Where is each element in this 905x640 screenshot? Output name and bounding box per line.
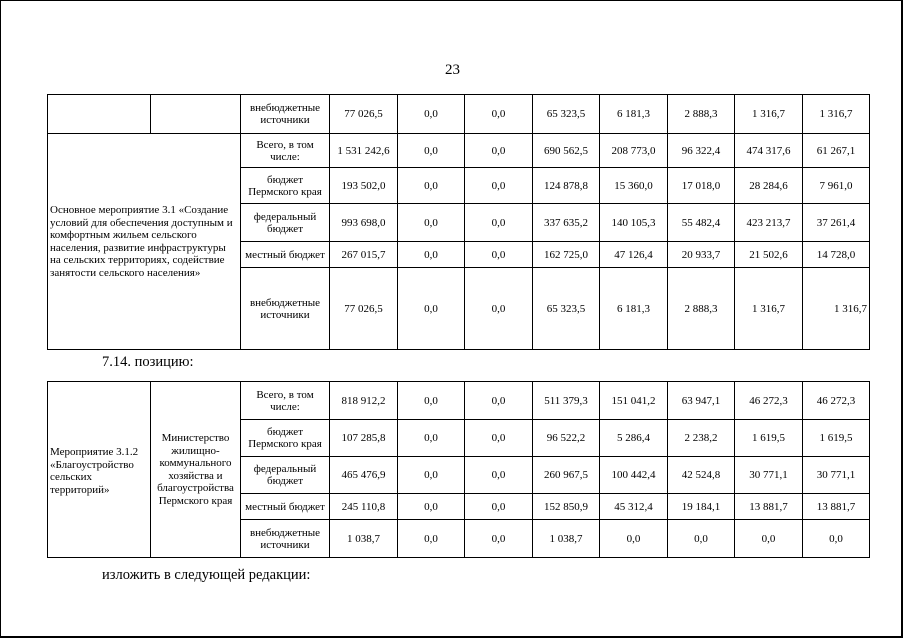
source-cell: местный бюджет — [241, 242, 330, 268]
paragraph-position: 7.14. позицию: — [102, 354, 194, 370]
value-cell: 337 635,2 — [533, 204, 600, 242]
value-cell: 0,0 — [465, 520, 533, 558]
value-cell: 0,0 — [465, 382, 533, 420]
value-cell: 0,0 — [668, 520, 735, 558]
responsible-org-cell: Министерство жилищно-коммунального хозяйства и благоустройства Пермского края — [151, 382, 241, 558]
value-cell: 1 316,7 — [735, 95, 803, 134]
value-cell: 0,0 — [398, 95, 465, 134]
value-cell: 0,0 — [600, 520, 668, 558]
value-cell: 818 912,2 — [330, 382, 398, 420]
value-cell: 77 026,5 — [330, 268, 398, 350]
value-cell: 14 728,0 — [803, 242, 870, 268]
source-cell: внебюджетные источники — [241, 95, 330, 134]
value-cell: 13 881,7 — [735, 494, 803, 520]
value-cell: 465 476,9 — [330, 457, 398, 494]
value-cell: 28 284,6 — [735, 168, 803, 204]
value-cell: 0,0 — [398, 134, 465, 168]
value-cell: 13 881,7 — [803, 494, 870, 520]
value-cell: 63 947,1 — [668, 382, 735, 420]
value-cell: 993 698,0 — [330, 204, 398, 242]
value-cell: 37 261,4 — [803, 204, 870, 242]
value-cell: 17 018,0 — [668, 168, 735, 204]
value-cell: 267 015,7 — [330, 242, 398, 268]
value-cell: 46 272,3 — [735, 382, 803, 420]
value-cell: 0,0 — [465, 168, 533, 204]
value-cell: 124 878,8 — [533, 168, 600, 204]
event-name-cell: Мероприятие 3.1.2 «Благоустройство сельских территорий» — [48, 382, 151, 558]
value-cell: 245 110,8 — [330, 494, 398, 520]
value-cell: 0,0 — [398, 382, 465, 420]
value-cell: 0,0 — [465, 204, 533, 242]
value-cell: 77 026,5 — [330, 95, 398, 134]
value-cell: 0,0 — [465, 134, 533, 168]
value-cell: 55 482,4 — [668, 204, 735, 242]
value-cell: 0,0 — [398, 494, 465, 520]
source-cell: федеральный бюджет — [241, 457, 330, 494]
source-cell: местный бюджет — [241, 494, 330, 520]
value-cell: 0,0 — [803, 520, 870, 558]
value-cell: 96 522,2 — [533, 420, 600, 457]
value-cell: 1 531 242,6 — [330, 134, 398, 168]
value-cell: 0,0 — [465, 494, 533, 520]
value-cell: 140 105,3 — [600, 204, 668, 242]
source-cell: бюджет Пермского края — [241, 420, 330, 457]
value-cell: 6 181,3 — [600, 95, 668, 134]
value-cell: 0,0 — [398, 420, 465, 457]
budget-table-event-3-1-2 — [47, 381, 870, 558]
value-cell: 46 272,3 — [803, 382, 870, 420]
value-cell: 0,0 — [465, 95, 533, 134]
value-cell: 65 323,5 — [533, 95, 600, 134]
table-row — [48, 95, 870, 134]
value-cell: 0,0 — [465, 420, 533, 457]
value-cell: 151 041,2 — [600, 382, 668, 420]
value-cell: 0,0 — [398, 268, 465, 350]
source-cell: Всего, в том числе: — [241, 134, 330, 168]
value-cell: 0,0 — [465, 457, 533, 494]
table-row — [48, 134, 870, 168]
value-cell: 690 562,5 — [533, 134, 600, 168]
source-cell: внебюджетные источники — [241, 268, 330, 350]
empty-cell — [151, 95, 241, 134]
value-cell: 1 038,7 — [330, 520, 398, 558]
value-cell: 0,0 — [398, 204, 465, 242]
value-cell: 1 316,7 — [735, 268, 803, 350]
value-cell: 0,0 — [735, 520, 803, 558]
source-cell: бюджет Пермского края — [241, 168, 330, 204]
source-cell: внебюджетные источники — [241, 520, 330, 558]
table-row — [48, 382, 870, 420]
value-cell: 0,0 — [398, 520, 465, 558]
value-cell: 208 773,0 — [600, 134, 668, 168]
value-cell: 2 888,3 — [668, 268, 735, 350]
value-cell: 15 360,0 — [600, 168, 668, 204]
empty-cell — [48, 95, 151, 134]
value-cell: 423 213,7 — [735, 204, 803, 242]
value-cell: 45 312,4 — [600, 494, 668, 520]
value-cell: 2 888,3 — [668, 95, 735, 134]
value-cell: 260 967,5 — [533, 457, 600, 494]
value-cell: 0,0 — [398, 168, 465, 204]
value-cell: 1 619,5 — [735, 420, 803, 457]
value-cell: 1 619,5 — [803, 420, 870, 457]
value-cell: 107 285,8 — [330, 420, 398, 457]
value-cell: 30 771,1 — [735, 457, 803, 494]
value-cell: 1 316,7 — [803, 268, 870, 350]
value-cell: 20 933,7 — [668, 242, 735, 268]
budget-table-main-event — [47, 133, 870, 350]
value-cell: 96 322,4 — [668, 134, 735, 168]
source-cell: федеральный бюджет — [241, 204, 330, 242]
value-cell: 100 442,4 — [600, 457, 668, 494]
budget-table-continuation — [47, 94, 870, 134]
value-cell: 0,0 — [465, 242, 533, 268]
value-cell: 0,0 — [398, 457, 465, 494]
value-cell: 19 184,1 — [668, 494, 735, 520]
value-cell: 21 502,6 — [735, 242, 803, 268]
value-cell: 30 771,1 — [803, 457, 870, 494]
value-cell: 474 317,6 — [735, 134, 803, 168]
value-cell: 511 379,3 — [533, 382, 600, 420]
value-cell: 0,0 — [398, 242, 465, 268]
page-number: 23 — [445, 62, 460, 78]
value-cell: 47 126,4 — [600, 242, 668, 268]
value-cell: 152 850,9 — [533, 494, 600, 520]
value-cell: 193 502,0 — [330, 168, 398, 204]
value-cell: 61 267,1 — [803, 134, 870, 168]
event-name-cell: Основное мероприятие 3.1 «Создание условий для обеспечения доступным и комфортным жильем сельского населения, развитие инфраструктуры на сельских территориях, содействие занятости сельского населения» — [48, 134, 241, 350]
value-cell: 2 238,2 — [668, 420, 735, 457]
value-cell: 1 038,7 — [533, 520, 600, 558]
value-cell: 5 286,4 — [600, 420, 668, 457]
source-cell: Всего, в том числе: — [241, 382, 330, 420]
value-cell: 0,0 — [465, 268, 533, 350]
paragraph-edit-instruction: изложить в следующей редакции: — [102, 567, 311, 583]
value-cell: 162 725,0 — [533, 242, 600, 268]
value-cell: 7 961,0 — [803, 168, 870, 204]
value-cell: 1 316,7 — [803, 95, 870, 134]
value-cell: 65 323,5 — [533, 268, 600, 350]
value-cell: 6 181,3 — [600, 268, 668, 350]
value-cell: 42 524,8 — [668, 457, 735, 494]
